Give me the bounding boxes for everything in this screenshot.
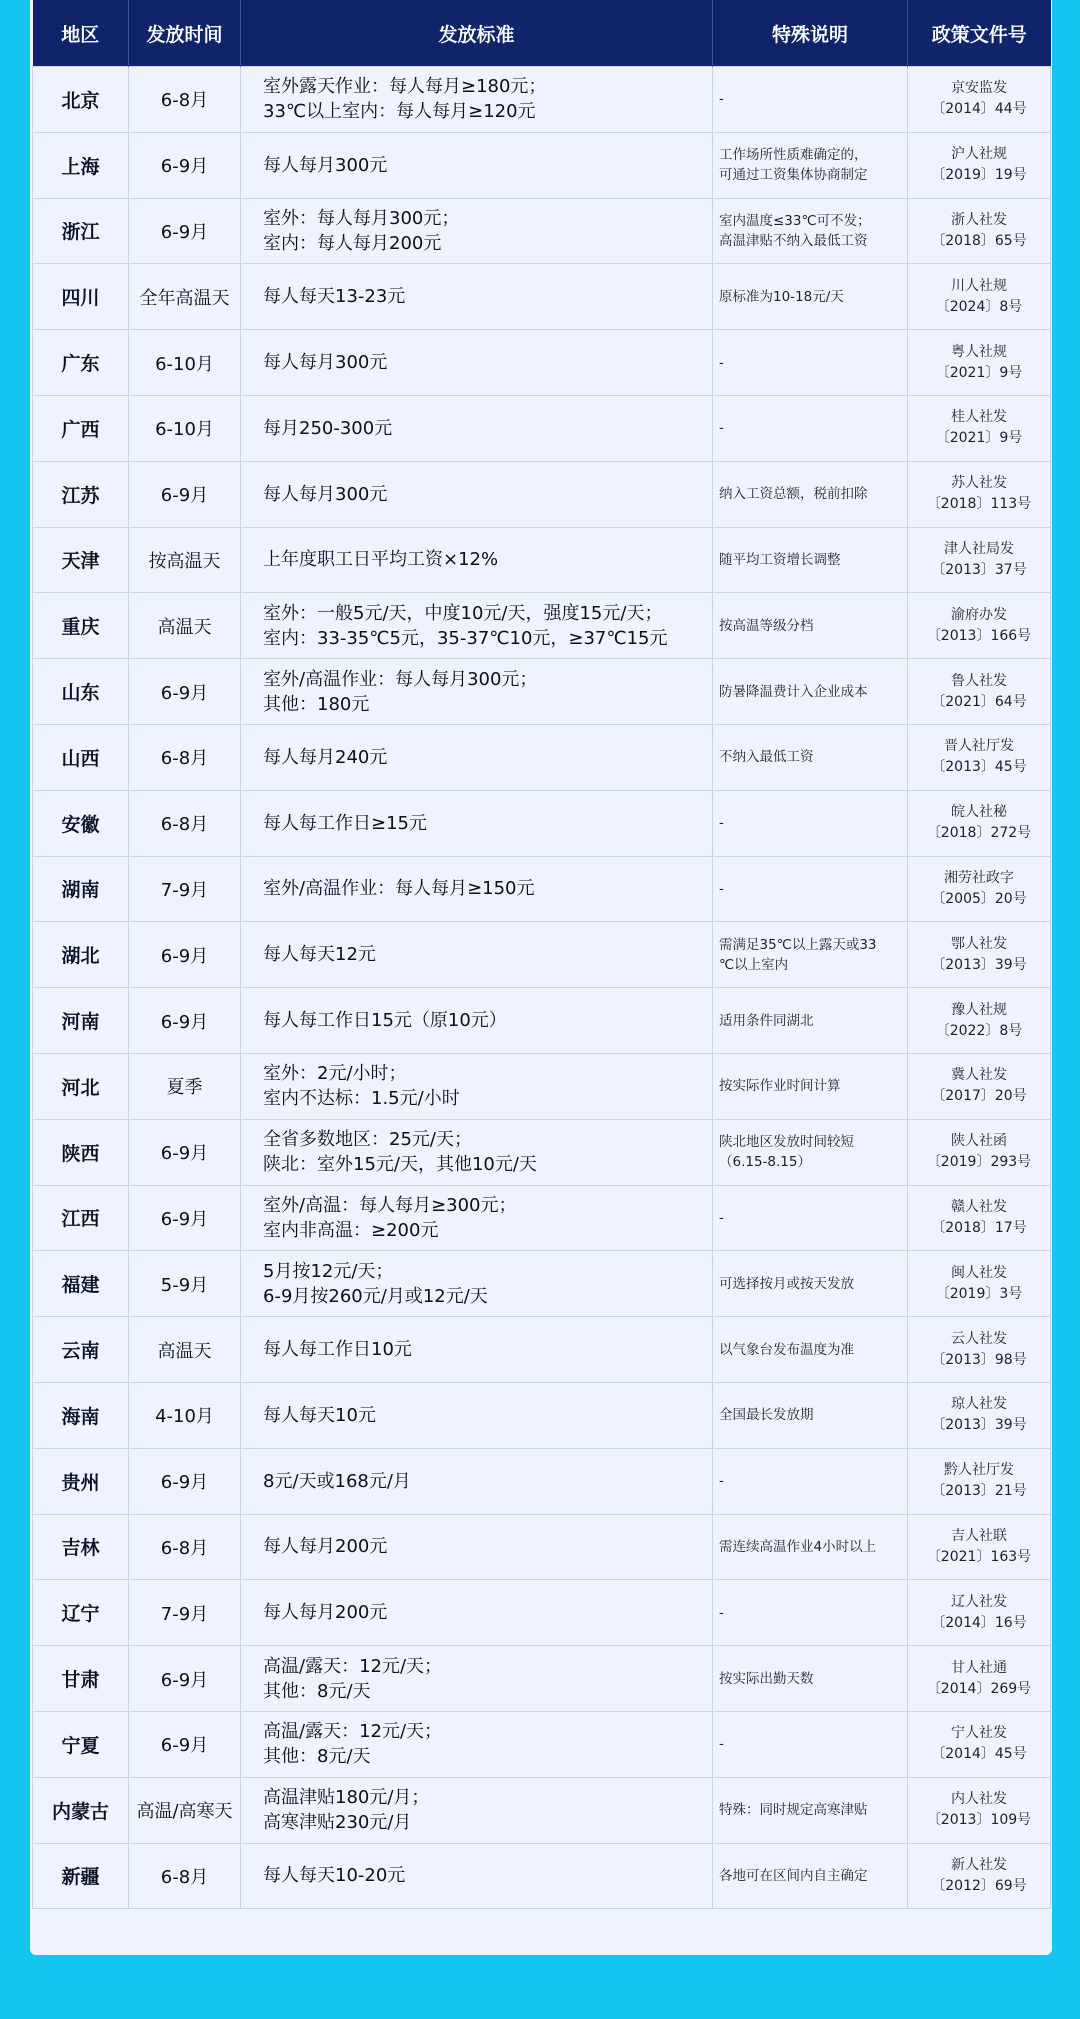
table-row — [33, 1053, 1051, 1119]
note-cell: 全国最长发放期 — [713, 1382, 908, 1448]
period-cell: 高温天 — [129, 1317, 241, 1383]
region-cell: 四川 — [33, 264, 129, 330]
doc-cell: 晋人社厅发 〔2013〕45号 — [908, 724, 1051, 790]
period-cell: 6-8月 — [129, 67, 241, 133]
table-row — [33, 1777, 1051, 1843]
note-cell: - — [713, 330, 908, 396]
table-row — [33, 659, 1051, 725]
header-row — [33, 0, 1051, 67]
period-cell: 夏季 — [129, 1053, 241, 1119]
region-cell: 甘肃 — [33, 1646, 129, 1712]
region-cell: 新疆 — [33, 1843, 129, 1909]
doc-cell: 辽人社发 〔2014〕16号 — [908, 1580, 1051, 1646]
doc-cell: 皖人社秘 〔2018〕272号 — [908, 790, 1051, 856]
period-cell: 6-9月 — [129, 988, 241, 1054]
period-cell: 全年高温天 — [129, 264, 241, 330]
standard-cell: 高温/露天：12元/天； 其他：8元/天 — [241, 1646, 713, 1712]
standard-cell: 每人每月200元 — [241, 1580, 713, 1646]
standard-cell: 每人每月200元 — [241, 1514, 713, 1580]
standard-cell: 每人每月300元 — [241, 461, 713, 527]
note-cell: 按高温等级分档 — [713, 593, 908, 659]
region-cell: 湖北 — [33, 922, 129, 988]
table-header — [33, 0, 1051, 67]
doc-cell: 琼人社发 〔2013〕39号 — [908, 1382, 1051, 1448]
table-row — [33, 593, 1051, 659]
period-cell: 6-10月 — [129, 395, 241, 461]
period-cell: 6-10月 — [129, 330, 241, 396]
table-row — [33, 395, 1051, 461]
doc-cell: 渝府办发 〔2013〕166号 — [908, 593, 1051, 659]
table-row — [33, 790, 1051, 856]
period-cell: 6-9月 — [129, 132, 241, 198]
table-row — [33, 1119, 1051, 1185]
note-cell: - — [713, 1711, 908, 1777]
table-row — [33, 264, 1051, 330]
region-cell: 辽宁 — [33, 1580, 129, 1646]
standard-cell: 室外：每人每月300元； 室内：每人每月200元 — [241, 198, 713, 264]
table-row — [33, 67, 1051, 133]
doc-cell: 川人社规 〔2024〕8号 — [908, 264, 1051, 330]
region-cell: 陕西 — [33, 1119, 129, 1185]
doc-cell: 京安监发 〔2014〕44号 — [908, 67, 1051, 133]
doc-cell: 吉人社联 〔2021〕163号 — [908, 1514, 1051, 1580]
note-cell: 需满足35℃以上露天或33 ℃以上室内 — [713, 922, 908, 988]
note-cell: 特殊：同时规定高寒津贴 — [713, 1777, 908, 1843]
period-cell: 6-8月 — [129, 1843, 241, 1909]
period-cell: 7-9月 — [129, 1580, 241, 1646]
period-cell: 5-9月 — [129, 1251, 241, 1317]
header-standard: 发放标准 — [241, 0, 713, 67]
region-cell: 江苏 — [33, 461, 129, 527]
doc-cell: 陕人社函 〔2019〕293号 — [908, 1119, 1051, 1185]
table-row — [33, 1448, 1051, 1514]
doc-cell: 鄂人社发 〔2013〕39号 — [908, 922, 1051, 988]
header-period: 发放时间 — [129, 0, 241, 67]
period-cell: 7-9月 — [129, 856, 241, 922]
table-row — [33, 1580, 1051, 1646]
table-row — [33, 1251, 1051, 1317]
note-cell: 陕北地区发放时间较短 （6.15-8.15） — [713, 1119, 908, 1185]
note-cell: 原标准为10-18元/天 — [713, 264, 908, 330]
table-row — [33, 988, 1051, 1054]
standard-cell: 每人每天12元 — [241, 922, 713, 988]
standard-cell: 每人每工作日10元 — [241, 1317, 713, 1383]
standard-cell: 每人每工作日15元（原10元） — [241, 988, 713, 1054]
note-cell: 按实际出勤天数 — [713, 1646, 908, 1712]
region-cell: 吉林 — [33, 1514, 129, 1580]
period-cell: 6-9月 — [129, 922, 241, 988]
standard-cell: 室外：2元/小时； 室内不达标：1.5元/小时 — [241, 1053, 713, 1119]
region-cell: 云南 — [33, 1317, 129, 1383]
region-cell: 重庆 — [33, 593, 129, 659]
region-cell: 江西 — [33, 1185, 129, 1251]
table-row — [33, 922, 1051, 988]
standard-cell: 每人每天10-20元 — [241, 1843, 713, 1909]
header-doc: 政策文件号 — [908, 0, 1051, 67]
note-cell: - — [713, 856, 908, 922]
doc-cell: 云人社发 〔2013〕98号 — [908, 1317, 1051, 1383]
table-row — [33, 1646, 1051, 1712]
standard-cell: 每人每天13-23元 — [241, 264, 713, 330]
note-cell: 防暑降温费计入企业成本 — [713, 659, 908, 725]
standard-cell: 每人每月300元 — [241, 132, 713, 198]
period-cell: 6-9月 — [129, 1119, 241, 1185]
table-row — [33, 724, 1051, 790]
note-cell: 室内温度≤33℃可不发； 高温津贴不纳入最低工资 — [713, 198, 908, 264]
standard-cell: 每人每月300元 — [241, 330, 713, 396]
doc-cell: 豫人社规 〔2022〕8号 — [908, 988, 1051, 1054]
region-cell: 贵州 — [33, 1448, 129, 1514]
doc-cell: 沪人社规 〔2019〕19号 — [908, 132, 1051, 198]
subsidy-table — [32, 0, 1051, 1909]
table-row — [33, 1317, 1051, 1383]
doc-cell: 桂人社发 〔2021〕9号 — [908, 395, 1051, 461]
period-cell: 高温/高寒天 — [129, 1777, 241, 1843]
note-cell: 工作场所性质难确定的， 可通过工资集体协商制定 — [713, 132, 908, 198]
table-row — [33, 527, 1051, 593]
period-cell: 6-9月 — [129, 461, 241, 527]
table-row — [33, 1711, 1051, 1777]
doc-cell: 赣人社发 〔2018〕17号 — [908, 1185, 1051, 1251]
region-cell: 福建 — [33, 1251, 129, 1317]
table-body — [33, 67, 1051, 1909]
period-cell: 6-9月 — [129, 198, 241, 264]
note-cell: 纳入工资总额，税前扣除 — [713, 461, 908, 527]
standard-cell: 室外/高温作业：每人每月300元； 其他：180元 — [241, 659, 713, 725]
table-row — [33, 198, 1051, 264]
standard-cell: 每人每工作日≥15元 — [241, 790, 713, 856]
doc-cell: 黔人社厅发 〔2013〕21号 — [908, 1448, 1051, 1514]
standard-cell: 室外：一般5元/天，中度10元/天，强度15元/天； 室内：33-35℃5元，35-37℃10元，≥37℃15元 — [241, 593, 713, 659]
note-cell: 需连续高温作业4小时以上 — [713, 1514, 908, 1580]
table-row — [33, 1514, 1051, 1580]
region-cell: 湖南 — [33, 856, 129, 922]
table-row — [33, 132, 1051, 198]
note-cell: 不纳入最低工资 — [713, 724, 908, 790]
period-cell: 4-10月 — [129, 1382, 241, 1448]
note-cell: - — [713, 67, 908, 133]
doc-cell: 浙人社发 〔2018〕65号 — [908, 198, 1051, 264]
region-cell: 浙江 — [33, 198, 129, 264]
note-cell: 以气象台发布温度为准 — [713, 1317, 908, 1383]
standard-cell: 高温津贴180元/月； 高寒津贴230元/月 — [241, 1777, 713, 1843]
period-cell: 按高温天 — [129, 527, 241, 593]
period-cell: 6-8月 — [129, 790, 241, 856]
doc-cell: 闽人社发 〔2019〕3号 — [908, 1251, 1051, 1317]
period-cell: 6-9月 — [129, 1646, 241, 1712]
note-cell: 适用条件同湖北 — [713, 988, 908, 1054]
header-region: 地区 — [33, 0, 129, 67]
standard-cell: 5月按12元/天； 6-9月按260元/月或12元/天 — [241, 1251, 713, 1317]
region-cell: 山西 — [33, 724, 129, 790]
period-cell: 6-9月 — [129, 1448, 241, 1514]
table-row — [33, 1382, 1051, 1448]
region-cell: 北京 — [33, 67, 129, 133]
note-cell: - — [713, 1580, 908, 1646]
table-row — [33, 1843, 1051, 1909]
table-row — [33, 330, 1051, 396]
note-cell: - — [713, 1185, 908, 1251]
standard-cell: 8元/天或168元/月 — [241, 1448, 713, 1514]
standard-cell: 上年度职工日平均工资×12% — [241, 527, 713, 593]
doc-cell: 津人社局发 〔2013〕37号 — [908, 527, 1051, 593]
region-cell: 安徽 — [33, 790, 129, 856]
doc-cell: 内人社发 〔2013〕109号 — [908, 1777, 1051, 1843]
note-cell: - — [713, 395, 908, 461]
note-cell: 可选择按月或按天发放 — [713, 1251, 908, 1317]
standard-cell: 每人每天10元 — [241, 1382, 713, 1448]
table-row — [33, 1185, 1051, 1251]
region-cell: 海南 — [33, 1382, 129, 1448]
doc-cell: 湘劳社政字 〔2005〕20号 — [908, 856, 1051, 922]
region-cell: 广西 — [33, 395, 129, 461]
period-cell: 6-9月 — [129, 1711, 241, 1777]
standard-cell: 全省多数地区：25元/天； 陕北：室外15元/天，其他10元/天 — [241, 1119, 713, 1185]
region-cell: 内蒙古 — [33, 1777, 129, 1843]
standard-cell: 高温/露天：12元/天； 其他：8元/天 — [241, 1711, 713, 1777]
region-cell: 天津 — [33, 527, 129, 593]
table-frame — [30, 0, 1052, 1955]
region-cell: 广东 — [33, 330, 129, 396]
region-cell: 山东 — [33, 659, 129, 725]
period-cell: 6-9月 — [129, 659, 241, 725]
table-row — [33, 461, 1051, 527]
standard-cell: 室外/高温作业：每人每月≥150元 — [241, 856, 713, 922]
period-cell: 6-8月 — [129, 1514, 241, 1580]
table-row — [33, 856, 1051, 922]
region-cell: 河南 — [33, 988, 129, 1054]
doc-cell: 苏人社发 〔2018〕113号 — [908, 461, 1051, 527]
standard-cell: 每月250-300元 — [241, 395, 713, 461]
region-cell: 河北 — [33, 1053, 129, 1119]
region-cell: 宁夏 — [33, 1711, 129, 1777]
doc-cell: 鲁人社发 〔2021〕64号 — [908, 659, 1051, 725]
header-note: 特殊说明 — [713, 0, 908, 67]
doc-cell: 甘人社通 〔2014〕269号 — [908, 1646, 1051, 1712]
note-cell: - — [713, 790, 908, 856]
standard-cell: 室外露天作业：每人每月≥180元； 33℃以上室内：每人每月≥120元 — [241, 67, 713, 133]
note-cell: - — [713, 1448, 908, 1514]
period-cell: 高温天 — [129, 593, 241, 659]
standard-cell: 室外/高温：每人每月≥300元； 室内非高温：≥200元 — [241, 1185, 713, 1251]
period-cell: 6-8月 — [129, 724, 241, 790]
note-cell: 随平均工资增长调整 — [713, 527, 908, 593]
note-cell: 各地可在区间内自主确定 — [713, 1843, 908, 1909]
doc-cell: 粤人社规 〔2021〕9号 — [908, 330, 1051, 396]
region-cell: 上海 — [33, 132, 129, 198]
doc-cell: 新人社发 〔2012〕69号 — [908, 1843, 1051, 1909]
note-cell: 按实际作业时间计算 — [713, 1053, 908, 1119]
doc-cell: 冀人社发 〔2017〕20号 — [908, 1053, 1051, 1119]
period-cell: 6-9月 — [129, 1185, 241, 1251]
doc-cell: 宁人社发 〔2014〕45号 — [908, 1711, 1051, 1777]
standard-cell: 每人每月240元 — [241, 724, 713, 790]
